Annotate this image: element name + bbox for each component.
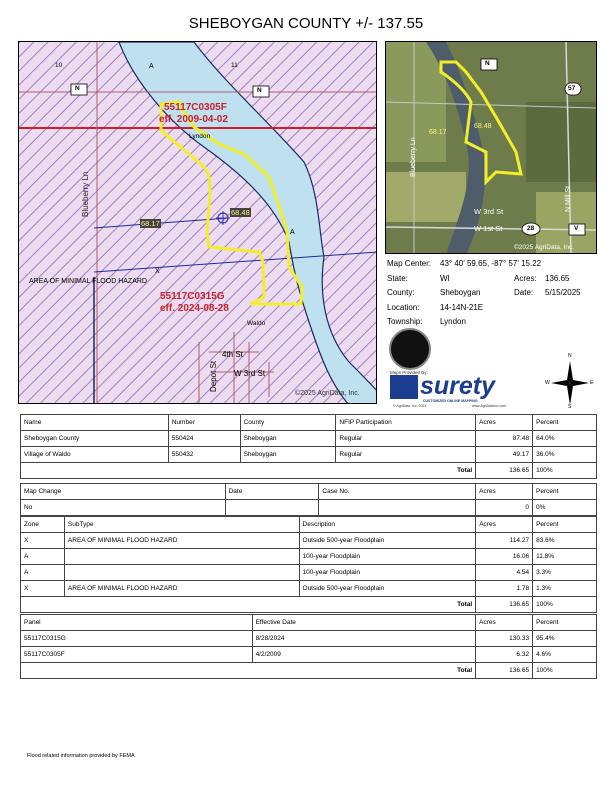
maps-provided-label: Maps Provided By: bbox=[390, 370, 428, 375]
street-label: N Mill St bbox=[565, 185, 572, 212]
table-cell: 16.06 bbox=[476, 549, 533, 565]
table-header: Percent bbox=[533, 517, 597, 533]
total-label: Total bbox=[21, 463, 476, 479]
table-row bbox=[21, 533, 597, 549]
table-cell bbox=[319, 500, 476, 516]
table-cell: 550432 bbox=[168, 447, 240, 463]
total-label: Total bbox=[21, 663, 476, 679]
surety-logo bbox=[390, 370, 525, 410]
table-cell: 95.4% bbox=[533, 631, 597, 647]
info-label: State: bbox=[387, 273, 408, 283]
table-header: Case No. bbox=[319, 484, 476, 500]
total-percent: 100% bbox=[533, 597, 597, 613]
table-cell: 100-year Floodplain bbox=[299, 549, 476, 565]
table-cell: 83.6% bbox=[533, 533, 597, 549]
table-row bbox=[21, 631, 597, 647]
table-cell bbox=[225, 500, 319, 516]
map-change-table bbox=[20, 483, 597, 516]
highway-label: 57 bbox=[568, 85, 576, 92]
table-header: Date bbox=[225, 484, 319, 500]
compass-w: W bbox=[545, 380, 550, 386]
table-header: Zone bbox=[21, 517, 65, 533]
north-marker-label: N bbox=[257, 87, 262, 94]
table-cell: 1.3% bbox=[533, 581, 597, 597]
surety-url: www.AgriDataInc.com bbox=[472, 404, 507, 408]
table-cell: 0 bbox=[476, 500, 533, 516]
table-cell: Regular bbox=[336, 431, 476, 447]
table-cell: A bbox=[21, 549, 65, 565]
table-total-row bbox=[21, 663, 597, 679]
table-header: Effective Date bbox=[252, 615, 476, 631]
table-header: Acres bbox=[476, 517, 533, 533]
flood-map-canvas bbox=[19, 42, 377, 404]
table-cell: AREA OF MINIMAL FLOOD HAZARD bbox=[64, 533, 299, 549]
table-cell: 36.0% bbox=[533, 447, 597, 463]
info-value: 136.65 bbox=[545, 273, 570, 283]
table-cell: No bbox=[21, 500, 226, 516]
street-label: Blueberry Ln bbox=[81, 171, 90, 217]
info-value: Sheboygan bbox=[440, 288, 481, 297]
street-label: Depot St bbox=[209, 360, 218, 392]
table-cell: 55117C0305F bbox=[21, 647, 253, 663]
table-cell: X bbox=[21, 533, 65, 549]
surety-brand: surety bbox=[420, 372, 496, 400]
street-label: W 1st St bbox=[474, 224, 503, 233]
acreage-label: 68.17 bbox=[141, 219, 160, 228]
zone-label: A bbox=[290, 229, 295, 236]
info-value: WI bbox=[440, 273, 450, 283]
table-cell: Sheboygan County bbox=[21, 431, 169, 447]
street-label: 4th St bbox=[222, 350, 243, 359]
aerial-map[interactable] bbox=[385, 41, 597, 254]
table-header: NFIP Participation bbox=[336, 415, 476, 431]
table-header: Percent bbox=[533, 615, 597, 631]
zone-label: AREA OF MINIMAL FLOOD HAZARD bbox=[29, 278, 147, 285]
info-label: Township: bbox=[387, 317, 423, 326]
north-marker-label: N bbox=[75, 85, 80, 92]
table-header: Number bbox=[168, 415, 240, 431]
info-label: Acres: bbox=[514, 273, 537, 283]
table-cell: 11.8% bbox=[533, 549, 597, 565]
table-header: County bbox=[240, 415, 336, 431]
table-row bbox=[21, 647, 597, 663]
table-cell: 1.78 bbox=[476, 581, 533, 597]
zone-label: X bbox=[155, 268, 160, 275]
table-cell: Village of Waldo bbox=[21, 447, 169, 463]
info-label: Location: bbox=[387, 302, 420, 312]
deer-logo-icon bbox=[389, 328, 431, 370]
table-cell: Outside 500-year Floodplain bbox=[299, 581, 476, 597]
copyright-label: ©2025 AgriData, Inc. bbox=[514, 244, 575, 251]
zone-table bbox=[20, 516, 597, 613]
table-cell: 8/28/2024 bbox=[252, 631, 476, 647]
table-cell: Sheboygan bbox=[240, 431, 336, 447]
map-info bbox=[387, 257, 599, 330]
table-cell: X bbox=[21, 581, 65, 597]
north-marker-label: N bbox=[485, 60, 490, 67]
aerial-canvas bbox=[386, 42, 597, 254]
table-cell: Outside 500-year Floodplain bbox=[299, 533, 476, 549]
table-cell: Regular bbox=[336, 447, 476, 463]
table-cell: 114.27 bbox=[476, 533, 533, 549]
table-header: Map Change bbox=[21, 484, 226, 500]
total-percent: 100% bbox=[533, 663, 597, 679]
panel-table bbox=[20, 614, 597, 679]
copyright-label: ©2025 AgriData, Inc. bbox=[295, 390, 360, 397]
table-header: Percent bbox=[533, 415, 597, 431]
acreage-label: 68.17 bbox=[429, 129, 447, 136]
table-header: Acres bbox=[476, 484, 533, 500]
county-road-label: V bbox=[574, 225, 579, 232]
table-cell: 64.0% bbox=[533, 431, 597, 447]
table-row bbox=[21, 549, 597, 565]
section-label: 10 bbox=[55, 62, 63, 69]
table-header-row bbox=[21, 615, 597, 631]
compass-s: S bbox=[568, 404, 572, 410]
table-row bbox=[21, 581, 597, 597]
info-value: Lyndon bbox=[440, 317, 466, 326]
table-cell bbox=[64, 565, 299, 581]
info-row-location bbox=[387, 301, 599, 316]
acreage-label: 68.48 bbox=[474, 123, 492, 130]
place-label: Waldo bbox=[247, 320, 266, 327]
surety-globe-icon bbox=[390, 375, 418, 399]
nfip-table bbox=[20, 414, 597, 479]
table-cell: AREA OF MINIMAL FLOOD HAZARD bbox=[64, 581, 299, 597]
compass-e: E bbox=[590, 380, 594, 386]
table-header-row bbox=[21, 415, 597, 431]
info-value: 43° 40' 59.65, -87° 57' 15.22 bbox=[440, 259, 542, 268]
table-header-row bbox=[21, 484, 597, 500]
panel-effective-label: eff. 2024-08-28 bbox=[160, 303, 229, 314]
table-cell: 130.33 bbox=[476, 631, 533, 647]
table-cell: 550424 bbox=[168, 431, 240, 447]
table-cell: 4/2/2009 bbox=[252, 647, 476, 663]
flood-map[interactable] bbox=[18, 41, 377, 404]
info-row-township bbox=[387, 315, 599, 330]
street-label: W 3rd St bbox=[474, 207, 504, 216]
footer-note: Flood related information provided by FEMA bbox=[27, 753, 135, 759]
surety-copyright: © AgriData, Inc. 2023 bbox=[393, 404, 427, 408]
table-row bbox=[21, 565, 597, 581]
table-header: Name bbox=[21, 415, 169, 431]
table-cell bbox=[64, 549, 299, 565]
table-total-row bbox=[21, 597, 597, 613]
table-cell: 4.6% bbox=[533, 647, 597, 663]
info-value: 5/15/2025 bbox=[545, 288, 581, 297]
highway-label: 28 bbox=[527, 225, 535, 232]
table-row bbox=[21, 500, 597, 516]
section-label: 11 bbox=[231, 62, 238, 69]
info-label: Map Center: bbox=[387, 259, 432, 268]
compass-n: N bbox=[568, 353, 572, 359]
info-label: County: bbox=[387, 288, 415, 297]
table-row bbox=[21, 447, 597, 463]
table-header: SubType bbox=[64, 517, 299, 533]
compass-rose-icon bbox=[545, 355, 595, 410]
table-total-row bbox=[21, 463, 597, 479]
table-row bbox=[21, 431, 597, 447]
info-label: Date: bbox=[514, 288, 534, 297]
info-row-state bbox=[387, 272, 599, 287]
table-cell: 55117C0315G bbox=[21, 631, 253, 647]
table-cell: 0% bbox=[533, 500, 597, 516]
panel-effective-label: eff. 2009-04-02 bbox=[159, 114, 228, 125]
total-label: Total bbox=[21, 597, 476, 613]
panel-label: 55117C0315G bbox=[160, 291, 225, 302]
table-cell: 87.48 bbox=[476, 431, 533, 447]
total-acres: 136.65 bbox=[476, 463, 533, 479]
table-cell: Sheboygan bbox=[240, 447, 336, 463]
place-label: Lyndon bbox=[189, 133, 211, 140]
total-percent: 100% bbox=[533, 463, 597, 479]
info-value: 14-14N-21E bbox=[440, 302, 484, 312]
page-title: SHEBOYGAN COUNTY +/- 137.55 bbox=[188, 15, 424, 32]
table-cell: 100-year Floodplain bbox=[299, 565, 476, 581]
table-cell: 3.3% bbox=[533, 565, 597, 581]
table-header: Panel bbox=[21, 615, 253, 631]
surety-tagline: CUSTOMIZED ONLINE MAPPING bbox=[423, 399, 478, 403]
acreage-label: 68.48 bbox=[231, 208, 250, 217]
table-cell: 4.54 bbox=[476, 565, 533, 581]
table-header: Acres bbox=[476, 615, 533, 631]
table-header-row bbox=[21, 517, 597, 533]
street-label: W 3rd St bbox=[234, 369, 266, 378]
panel-label: 55117C0305F bbox=[164, 102, 227, 113]
street-label: Blueberry Ln bbox=[410, 137, 417, 177]
info-row-map-center bbox=[387, 257, 599, 272]
table-header: Acres bbox=[476, 415, 533, 431]
info-row-county bbox=[387, 286, 599, 301]
table-cell: 6.32 bbox=[476, 647, 533, 663]
total-acres: 136.65 bbox=[476, 663, 533, 679]
table-cell: 49.17 bbox=[476, 447, 533, 463]
table-header: Percent bbox=[533, 484, 597, 500]
table-cell: A bbox=[21, 565, 65, 581]
table-header: Description bbox=[299, 517, 476, 533]
zone-label: A bbox=[149, 63, 154, 70]
total-acres: 136.65 bbox=[476, 597, 533, 613]
